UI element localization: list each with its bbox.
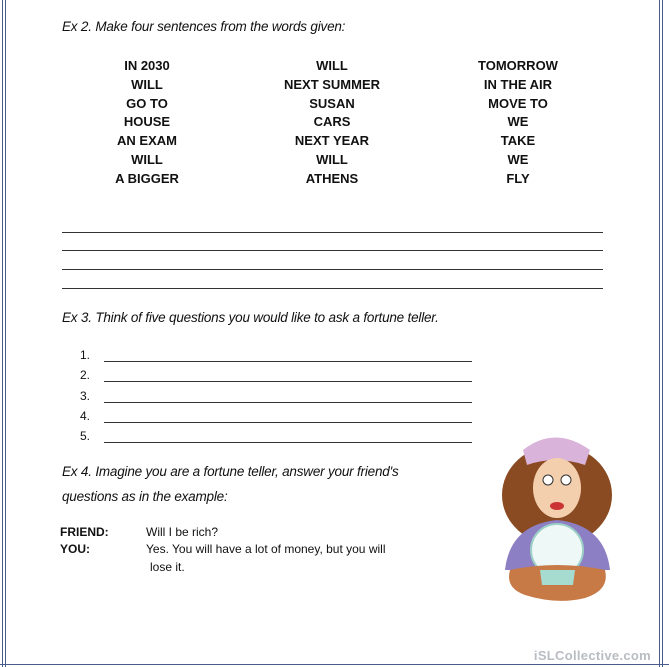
answer-line[interactable] (62, 232, 603, 233)
word-item: SUSAN (309, 95, 355, 111)
question-number: 1. (80, 348, 91, 362)
question-line[interactable] (104, 381, 472, 382)
ex4-title-line1: Ex 4. Imagine you are a fortune teller, answer your friend's (62, 464, 399, 479)
ex2-title: Ex 2. Make four sentences from the words given: (62, 19, 346, 34)
question-line[interactable] (104, 442, 472, 443)
page-border-bottom (0, 664, 669, 665)
answer-line[interactable] (62, 250, 603, 251)
word-item: WILL (316, 152, 348, 167)
word-item: CARS (313, 114, 351, 130)
answer-line[interactable] (62, 269, 603, 270)
word-item: NEXT SUMMER (283, 76, 381, 92)
question-line[interactable] (104, 402, 472, 403)
page-border-right-outer (662, 0, 663, 667)
word-item: HOUSE (123, 114, 171, 130)
question-number: 3. (80, 388, 91, 403)
word-item: FLY (506, 170, 530, 186)
word-item: NEXT YEAR (294, 133, 370, 149)
word-item: ATHENS (305, 170, 359, 186)
you-label: YOU: (60, 542, 90, 556)
question-number: 5. (80, 429, 91, 444)
word-item: MOVE TO (488, 95, 548, 111)
word-item: A BIGGER (115, 170, 179, 186)
word-item: AN EXAM (117, 133, 177, 149)
word-item: TAKE (500, 133, 536, 149)
page-border-left-inner (5, 0, 6, 667)
word-item: WE (507, 114, 529, 130)
fortune-teller-illustration (485, 420, 625, 610)
question-number: 2. (80, 368, 91, 383)
friend-text: Will I be rich? (146, 525, 219, 539)
word-item: IN THE AIR (483, 76, 553, 92)
word-item: WILL (131, 152, 163, 167)
word-item: IN 2030 (124, 58, 170, 73)
friend-label: FRIEND: (60, 525, 109, 539)
question-number: 4. (80, 408, 91, 423)
page-border-left (2, 0, 3, 667)
watermark: iSLCollective.com (533, 648, 651, 663)
you-text-line1: Yes. You will have a lot of money, but you will (146, 542, 386, 556)
answer-line[interactable] (62, 288, 603, 289)
word-item: TOMORROW (478, 58, 558, 73)
ex4-title-line2: questions as in the example: (62, 489, 228, 504)
question-line[interactable] (104, 361, 472, 362)
word-item: WILL (131, 76, 163, 92)
word-item: WE (507, 152, 529, 167)
question-line[interactable] (104, 422, 472, 423)
ex3-title: Ex 3. Think of five questions you would like to ask a fortune teller. (62, 310, 439, 325)
word-item: WILL (316, 58, 348, 73)
you-text-line2: lose it. (150, 560, 185, 574)
word-item: GO TO (126, 95, 168, 111)
page-border-right (659, 0, 660, 667)
